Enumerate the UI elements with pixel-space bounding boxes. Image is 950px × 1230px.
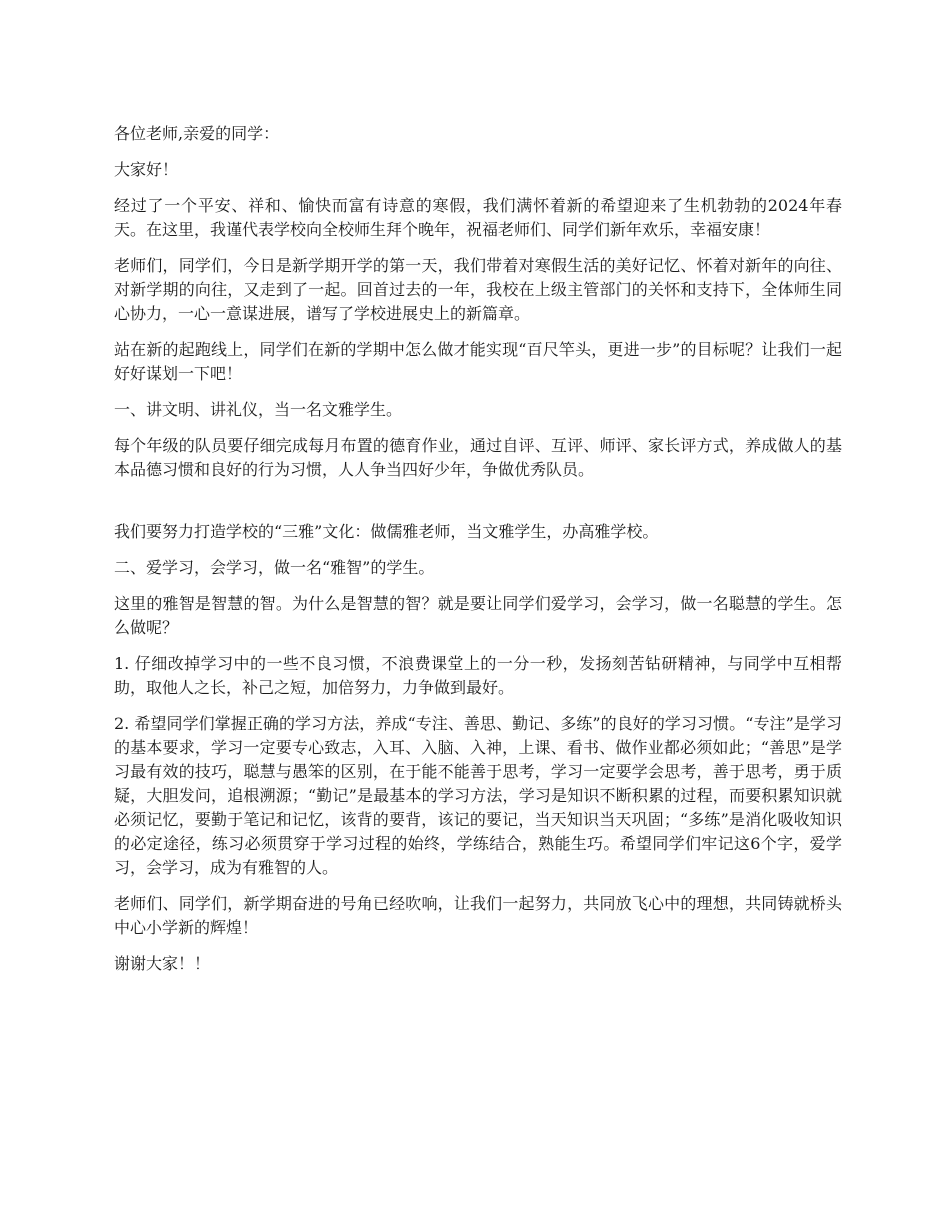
greeting: 大家好！ [114, 160, 179, 179]
paragraph-wisdom: 这里的雅智是智慧的智。为什么是智慧的智？就是要让同学们爱学习，会学习，做一名聪慧的学生。怎么做呢？ [114, 594, 842, 637]
paragraph-new-semester: 老师们，同学们，今日是新学期开学的第一天，我们带着对寒假生活的美好记忆、怀着对新年的向往、对新学期的向往，又走到了一起。回首过去的一年，我校在上级主管部门的关怀和支持下，全体师生同心协力，一心一意谋进展，谱写了学校进展史上的新篇章。 [114, 256, 842, 323]
paragraph-new-year: 经过了一个平安、祥和、愉快而富有诗意的寒假，我们满怀着新的希望迎来了生机勃勃的2024年春天。在这里，我谨代表学校向全校师生拜个晚年，祝福老师们、同学们新年欢乐，幸福安康！ [114, 196, 842, 239]
section-heading-2: 二、爱学习，会学习，做一名“雅智”的学生。 [114, 558, 435, 577]
salutation: 各位老师,亲爱的同学： [114, 124, 280, 143]
paragraph-starting-line: 站在新的起跑线上，同学们在新的学期中怎么做才能实现“百尺竿头，更进一步”的目标呢？让我们一起好好谋划一下吧！ [114, 340, 842, 383]
paragraph-moral-homework: 每个年级的队员要仔细完成每月布置的德育作业，通过自评、互评、师评、家长评方式，养成做人的基本品德习惯和良好的行为习惯，人人争当四好少年，争做优秀队员。 [114, 436, 842, 479]
list-item-2: 2. 希望同学们掌握正确的学习方法，养成“专注、善思、勤记、多练”的良好的学习习惯。“专注”是学习的基本要求，学习一定要专心致志，入耳、入脑、入神，上课、看书、做作业都必须如此；“善思”是学习最有效的技巧，聪慧与愚笨的区别，在于能不能善于思考，学习一定要学会思考，善于思考，勇于质疑，大胆发问，追根溯源；“勤记”是最基本的学习方法，学习是知识不断积累的过程，而要积累知识就必须记忆，要勤于笔记和记忆，该背的要背，该记的要记，当天知识当天巩固；“多练”是消化吸收知识的必定途径，练习必须贯穿于学习过程的始终，学练结合，熟能生巧。希望同学们牢记这6个字，爱学习，会学习，成为有雅智的人。 [114, 714, 842, 877]
sign-off: 谢谢大家！！ [114, 954, 211, 973]
list-item-1: 1. 仔细改掉学习中的一些不良习惯，不浪费课堂上的一分一秒，发扬刻苦钻研精神，与同学中互相帮助，取他人之长，补己之短，加倍努力，力争做到最好。 [114, 654, 842, 697]
paragraph-three-elegance: 我们要努力打造学校的“三雅”文化：做儒雅老师，当文雅学生，办高雅学校。 [114, 522, 659, 541]
paragraph-closing: 老师们、同学们，新学期奋进的号角已经吹响，让我们一起努力，共同放飞心中的理想，共同铸就桥头中心小学新的辉煌！ [114, 894, 842, 937]
section-heading-1: 一、讲文明、讲礼仪，当一名文雅学生。 [114, 400, 403, 419]
document-body [114, 122, 842, 988]
